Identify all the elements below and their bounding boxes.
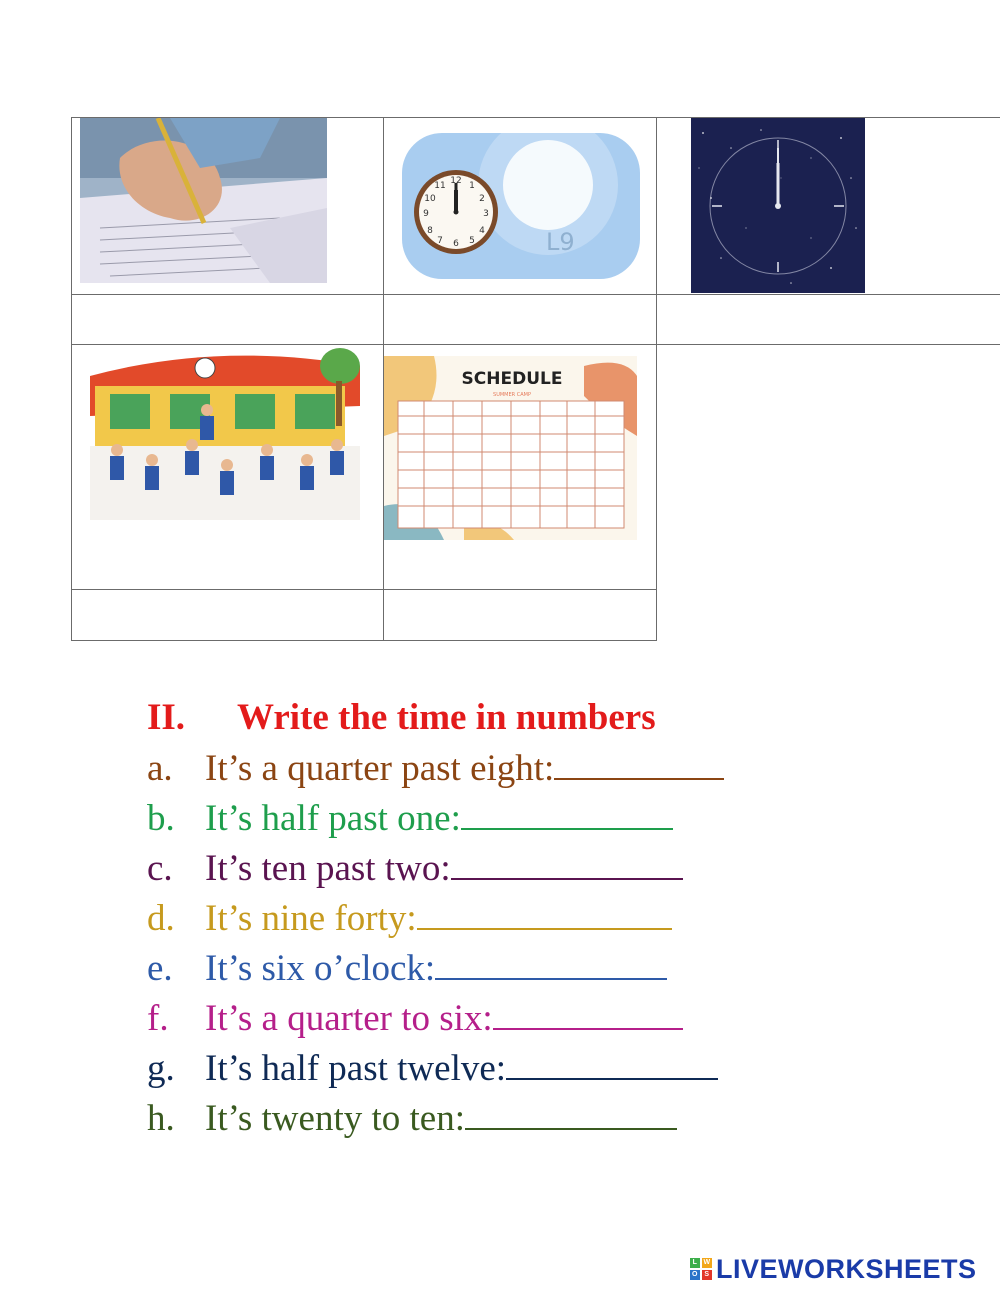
midnight-clock-image — [691, 118, 865, 293]
question-item-h — [147, 1097, 677, 1141]
table-line — [71, 344, 1000, 345]
noon-clock-image — [398, 125, 644, 283]
answer-blank-h[interactable] — [465, 1098, 677, 1130]
table-line — [656, 117, 657, 641]
question-item-g — [147, 1047, 718, 1091]
brand-name: LIVEWORKSHEETS — [716, 1253, 977, 1284]
school-playground-image — [90, 346, 360, 520]
question-text: It’s nine forty: — [205, 898, 417, 939]
svg-text:9: 9 — [423, 209, 429, 219]
question-text: It’s a quarter to six: — [205, 998, 493, 1039]
svg-text:2: 2 — [479, 194, 485, 204]
svg-text:3: 3 — [483, 209, 489, 219]
question-letter: g. — [147, 1048, 175, 1089]
question-item-f — [147, 997, 683, 1041]
svg-text:12: 12 — [450, 176, 462, 186]
question-text: It’s half past one: — [205, 798, 461, 839]
svg-text:L9: L9 — [546, 228, 575, 256]
answer-blank-g[interactable] — [506, 1048, 718, 1080]
table-line — [71, 640, 656, 641]
svg-text:7: 7 — [437, 236, 443, 246]
question-letter: b. — [147, 798, 175, 839]
liveworksheets-logo — [690, 1253, 977, 1285]
question-text: It’s ten past two: — [205, 848, 451, 889]
question-text: It’s half past twelve: — [205, 1048, 507, 1089]
logo-icon: L W O S — [690, 1258, 712, 1280]
question-text: It’s twenty to ten: — [205, 1098, 465, 1139]
schedule-title: SCHEDULE — [461, 369, 563, 389]
section-title: Write the time in numbers — [237, 697, 656, 738]
answer-cell-5[interactable] — [384, 590, 656, 640]
question-text: It’s six o’clock: — [205, 948, 436, 989]
svg-text:4: 4 — [479, 226, 485, 236]
answer-blank-c[interactable] — [451, 848, 683, 880]
question-letter: c. — [147, 848, 173, 889]
section-heading — [147, 696, 656, 739]
svg-text:6: 6 — [453, 239, 459, 249]
question-text: It’s a quarter past eight: — [205, 748, 555, 789]
schedule-subtitle: SUMMER CAMP — [493, 392, 531, 398]
question-letter: a. — [147, 748, 173, 789]
schedule-image — [384, 356, 637, 540]
question-item-a — [147, 747, 724, 791]
question-letter: e. — [147, 948, 173, 989]
question-item-e — [147, 947, 667, 991]
question-item-c — [147, 847, 683, 891]
exam-writing-image — [80, 118, 327, 283]
answer-cell-3[interactable] — [657, 295, 1000, 344]
question-item-b — [147, 797, 673, 841]
table-line — [71, 117, 72, 641]
svg-text:10: 10 — [424, 194, 436, 204]
answer-blank-f[interactable] — [493, 998, 683, 1030]
svg-text:8: 8 — [427, 226, 433, 236]
question-letter: d. — [147, 898, 175, 939]
answer-cell-4[interactable] — [72, 590, 383, 640]
answer-cell-1[interactable] — [72, 295, 383, 344]
question-letter: f. — [147, 998, 169, 1039]
answer-cell-2[interactable] — [384, 295, 656, 344]
answer-blank-e[interactable] — [435, 948, 667, 980]
answer-blank-b[interactable] — [461, 798, 673, 830]
svg-text:11: 11 — [434, 181, 446, 191]
question-item-d — [147, 897, 672, 941]
answer-blank-a[interactable] — [554, 748, 724, 780]
svg-text:1: 1 — [469, 181, 475, 191]
answer-blank-d[interactable] — [417, 898, 672, 930]
svg-text:5: 5 — [469, 236, 475, 246]
section-number: II. — [147, 697, 186, 738]
question-letter: h. — [147, 1098, 175, 1139]
